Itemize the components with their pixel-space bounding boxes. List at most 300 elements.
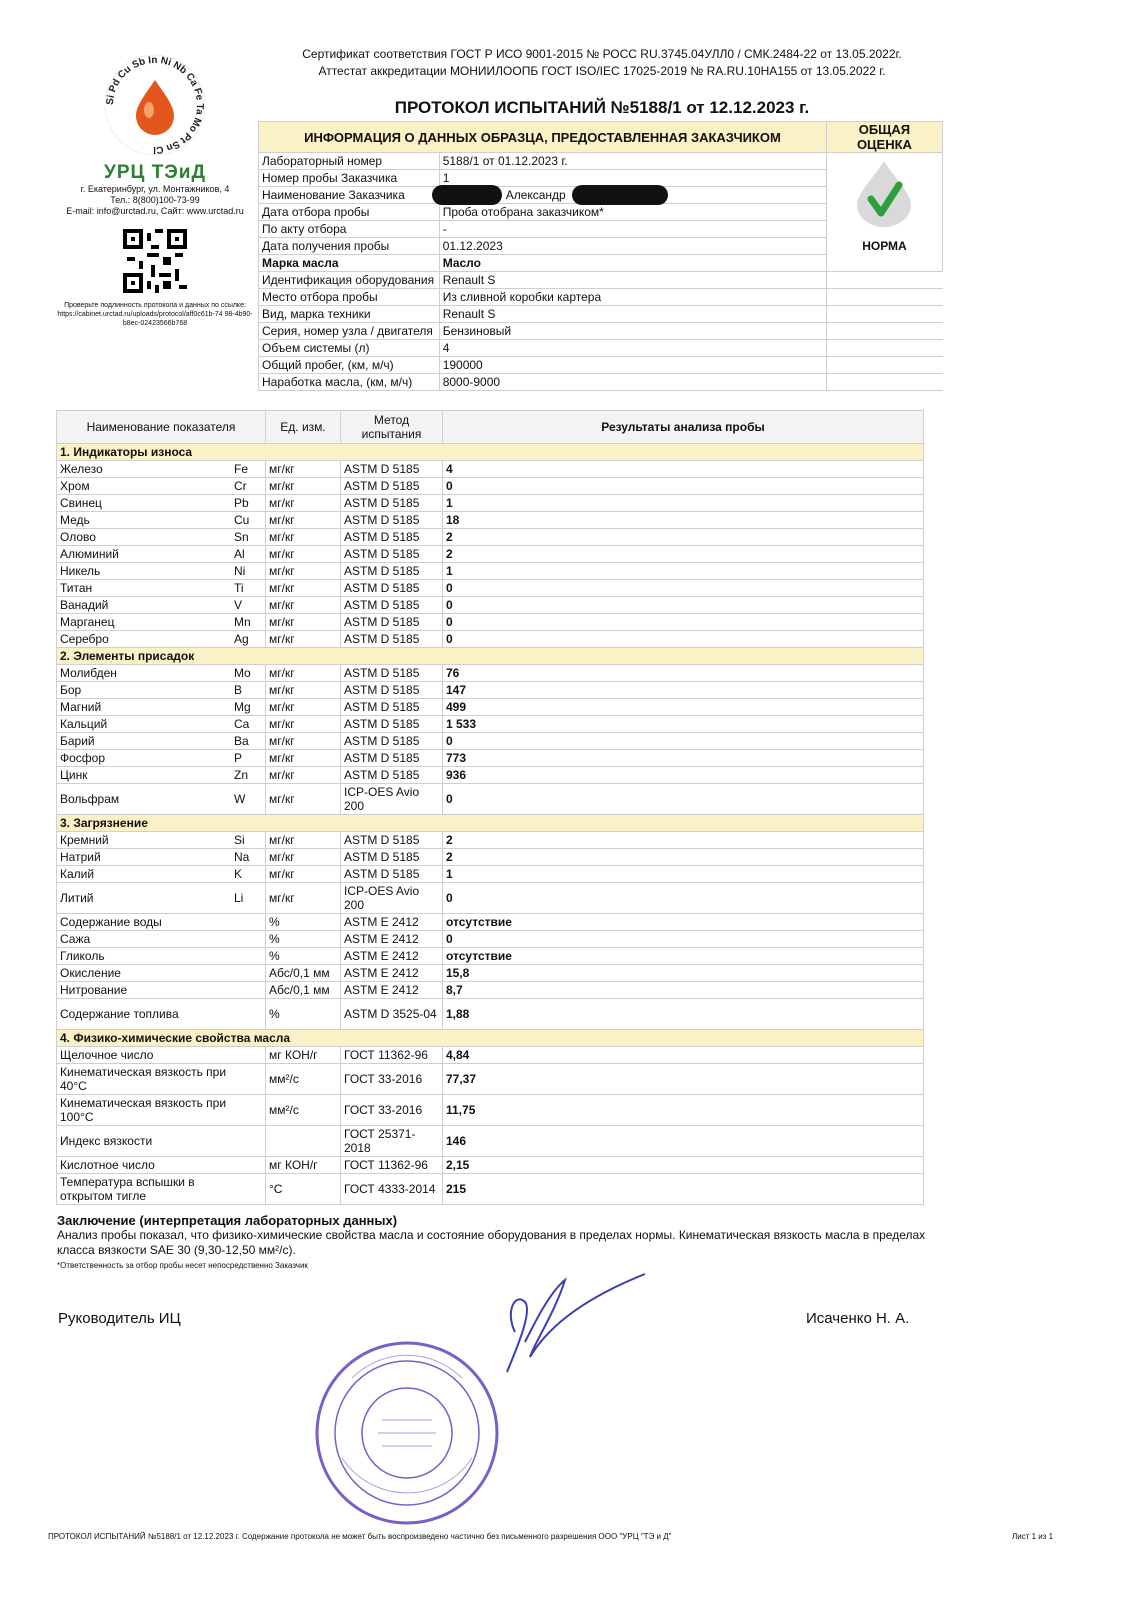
- result-row: [57, 546, 924, 563]
- empty-cell: [826, 289, 942, 306]
- param-symbol: V: [231, 597, 266, 614]
- result-row: [57, 1157, 924, 1174]
- param-name: Калий: [57, 866, 232, 883]
- param-method: ASTM E 2412: [341, 982, 443, 999]
- info-label: Дата получения пробы: [259, 238, 440, 255]
- info-label: Номер пробы Заказчика: [259, 170, 440, 187]
- param-value: 11,75: [443, 1095, 924, 1126]
- result-row: [57, 461, 924, 478]
- param-method: ASTM D 5185: [341, 495, 443, 512]
- param-symbol: Al: [231, 546, 266, 563]
- param-symbol: Cr: [231, 478, 266, 495]
- info-value: 01.12.2023: [439, 238, 826, 255]
- param-method: ASTM D 5185: [341, 529, 443, 546]
- info-value: -: [439, 221, 826, 238]
- redaction-bar: [572, 185, 668, 205]
- info-row: [259, 340, 943, 357]
- grade-header: ОБЩАЯ ОЦЕНКА: [826, 122, 942, 153]
- empty-cell: [826, 374, 942, 391]
- param-value: 76: [443, 665, 924, 682]
- param-unit: мг/кг: [266, 597, 341, 614]
- result-row: [57, 512, 924, 529]
- param-method: ASTM D 5185: [341, 512, 443, 529]
- param-unit: мг/кг: [266, 849, 341, 866]
- info-row: [259, 306, 943, 323]
- result-row: [57, 597, 924, 614]
- info-label: Место отбора пробы: [259, 289, 440, 306]
- result-row: [57, 914, 924, 931]
- cert-line-1: Сертификат соответствия ГОСТ Р ИСО 9001-2015 № РОСС RU.3745.04УЛЛ0 / СМК.2484-22 от 13.05.2022г.: [302, 47, 902, 61]
- param-unit: мг/кг: [266, 665, 341, 682]
- param-unit: °С: [266, 1174, 341, 1205]
- param-name: Вольфрам: [57, 784, 232, 815]
- param-unit: мг/кг: [266, 563, 341, 580]
- lab-logo-block: [55, 50, 255, 328]
- param-unit: %: [266, 999, 341, 1030]
- signer-role: Руководитель ИЦ: [58, 1310, 181, 1327]
- info-label: Дата отбора пробы: [259, 204, 440, 221]
- param-symbol: Sn: [231, 529, 266, 546]
- param-name: Фосфор: [57, 750, 232, 767]
- result-row: [57, 784, 924, 815]
- param-symbol: Na: [231, 849, 266, 866]
- param-symbol: Mo: [231, 665, 266, 682]
- result-row: [57, 682, 924, 699]
- param-name: Кинематическая вязкость при 100°С: [57, 1095, 232, 1126]
- param-value: 2: [443, 832, 924, 849]
- param-value: 18: [443, 512, 924, 529]
- param-symbol: W: [231, 784, 266, 815]
- param-symbol: [231, 1157, 266, 1174]
- param-name: Свинец: [57, 495, 232, 512]
- param-symbol: Mg: [231, 699, 266, 716]
- param-symbol: Mn: [231, 614, 266, 631]
- param-value: 936: [443, 767, 924, 784]
- info-row: [259, 357, 943, 374]
- info-value: Александр: [439, 187, 826, 204]
- info-value: 4: [439, 340, 826, 357]
- param-unit: мг/кг: [266, 699, 341, 716]
- param-unit: мг/кг: [266, 767, 341, 784]
- param-symbol: Li: [231, 883, 266, 914]
- verify-text: Проверьте подлинность протокола и данных по ссылке:: [64, 302, 246, 309]
- param-name: Кальций: [57, 716, 232, 733]
- param-symbol: P: [231, 750, 266, 767]
- param-symbol: [231, 948, 266, 965]
- param-value: 15,8: [443, 965, 924, 982]
- param-name: Барий: [57, 733, 232, 750]
- info-label: Общий пробег, (км, м/ч): [259, 357, 440, 374]
- param-name: Ванадий: [57, 597, 232, 614]
- result-row: [57, 580, 924, 597]
- param-name: Серебро: [57, 631, 232, 648]
- param-name: Окисление: [57, 965, 232, 982]
- param-unit: мг/кг: [266, 631, 341, 648]
- param-method: ASTM D 5185: [341, 750, 443, 767]
- section-row: [57, 815, 924, 832]
- param-unit: мг/кг: [266, 716, 341, 733]
- certificate-lines: [262, 46, 942, 80]
- param-unit: мг/кг: [266, 733, 341, 750]
- info-label: Серия, номер узла / двигателя: [259, 323, 440, 340]
- param-value: 4,84: [443, 1047, 924, 1064]
- param-unit: мг/кг: [266, 478, 341, 495]
- result-row: [57, 1126, 924, 1157]
- conclusion-note: *Ответственность за отбор пробы несет непосредственно Заказчик: [57, 1261, 308, 1270]
- param-value: 146: [443, 1126, 924, 1157]
- param-value: 2: [443, 849, 924, 866]
- signer-name: Исаченко Н. А.: [806, 1310, 910, 1327]
- param-name: Индекс вязкости: [57, 1126, 232, 1157]
- param-name: Кислотное число: [57, 1157, 232, 1174]
- param-symbol: Ca: [231, 716, 266, 733]
- param-method: ASTM D 5185: [341, 682, 443, 699]
- result-row: [57, 832, 924, 849]
- param-method: ГОСТ 11362-96: [341, 1157, 443, 1174]
- page-number: Лист 1 из 1: [1012, 1532, 1054, 1541]
- param-value: 4: [443, 461, 924, 478]
- param-name: Сажа: [57, 931, 232, 948]
- param-method: ГОСТ 33-2016: [341, 1095, 443, 1126]
- info-value: Renault S: [439, 306, 826, 323]
- param-name: Титан: [57, 580, 232, 597]
- param-value: 215: [443, 1174, 924, 1205]
- result-row: [57, 495, 924, 512]
- param-name: Содержание воды: [57, 914, 232, 931]
- param-unit: %: [266, 931, 341, 948]
- param-method: ASTM E 2412: [341, 914, 443, 931]
- handwritten-signature: [495, 1272, 655, 1382]
- param-unit: мм²/с: [266, 1095, 341, 1126]
- param-value: 8,7: [443, 982, 924, 999]
- param-name: Нитрование: [57, 982, 232, 999]
- param-method: ASTM E 2412: [341, 931, 443, 948]
- section-row: [57, 1030, 924, 1047]
- param-unit: мм²/с: [266, 1064, 341, 1095]
- param-value: 0: [443, 631, 924, 648]
- info-label: Наименование Заказчика: [259, 187, 440, 204]
- param-name: Литий: [57, 883, 232, 914]
- param-name: Магний: [57, 699, 232, 716]
- lab-name: УРЦ ТЭиД: [104, 162, 206, 183]
- result-row: [57, 478, 924, 495]
- param-value: 147: [443, 682, 924, 699]
- param-method: ГОСТ 11362-96: [341, 1047, 443, 1064]
- section-row: [57, 444, 924, 461]
- result-row: [57, 716, 924, 733]
- param-method: ASTM D 3525-04: [341, 999, 443, 1030]
- verify-url[interactable]: https://cabinet.urctad.ru/uploads/protocol/aff0c61b-74 98-4b90-b8ec-02423566b768: [57, 311, 253, 327]
- info-label: Объем системы (л): [259, 340, 440, 357]
- info-label: По акту отбора: [259, 221, 440, 238]
- param-unit: %: [266, 914, 341, 931]
- info-label: Лабораторный номер: [259, 153, 440, 170]
- section-title: 3. Загрязнение: [57, 815, 924, 832]
- param-symbol: [231, 1064, 266, 1095]
- param-name: Гликоль: [57, 948, 232, 965]
- param-name: Щелочное число: [57, 1047, 232, 1064]
- info-label: Вид, марка техники: [259, 306, 440, 323]
- logo-letters: Si Pd Cu Sb In Ni Nb Ca Fe Ta Mo Pt Sn Cl: [104, 54, 206, 156]
- info-label: Марка масла: [259, 255, 440, 272]
- info-row: [259, 323, 943, 340]
- info-row: [259, 374, 943, 391]
- param-method: ASTM E 2412: [341, 965, 443, 982]
- result-row: [57, 965, 924, 982]
- param-name: Кремний: [57, 832, 232, 849]
- param-unit: мг/кг: [266, 750, 341, 767]
- param-symbol: K: [231, 866, 266, 883]
- lab-address: г. Екатеринбург, ул. Монтажников, 4: [80, 184, 230, 194]
- param-unit: мг/кг: [266, 546, 341, 563]
- param-method: ASTM D 5185: [341, 716, 443, 733]
- param-value: 0: [443, 883, 924, 914]
- param-name: Бор: [57, 682, 232, 699]
- param-method: ASTM D 5185: [341, 546, 443, 563]
- param-unit: Абс/0,1 мм: [266, 965, 341, 982]
- param-symbol: B: [231, 682, 266, 699]
- param-value: 499: [443, 699, 924, 716]
- lab-phone: Тел.: 8(800)100-73-99: [110, 195, 200, 205]
- col-method-header: Метод испытания: [341, 411, 443, 444]
- conclusion-title: Заключение (интерпретация лабораторных данных): [57, 1213, 398, 1228]
- param-method: ASTM D 5185: [341, 631, 443, 648]
- info-value: 190000: [439, 357, 826, 374]
- param-symbol: Cu: [231, 512, 266, 529]
- grade-value: НОРМА: [862, 239, 907, 253]
- param-symbol: Ti: [231, 580, 266, 597]
- info-value: Проба отобрана заказчиком*: [439, 204, 826, 221]
- result-row: [57, 614, 924, 631]
- protocol-title: ПРОТОКОЛ ИСПЫТАНИЙ №5188/1 от 12.12.2023 г.: [394, 98, 810, 117]
- param-method: ASTM D 5185: [341, 597, 443, 614]
- result-row: [57, 1064, 924, 1095]
- result-row: [57, 948, 924, 965]
- param-name: Цинк: [57, 767, 232, 784]
- param-name: Никель: [57, 563, 232, 580]
- col-unit-header: Ед. изм.: [266, 411, 341, 444]
- lab-contacts: E-mail: info@urctad.ru, Сайт: www.urctad.ru: [66, 206, 244, 216]
- result-row: [57, 563, 924, 580]
- result-row: [57, 883, 924, 914]
- param-symbol: [231, 1126, 266, 1157]
- section-title: 1. Индикаторы износа: [57, 444, 924, 461]
- param-value: 0: [443, 733, 924, 750]
- param-unit: мг/кг: [266, 529, 341, 546]
- info-label: Идентификация оборудования: [259, 272, 440, 289]
- param-unit: мг/кг: [266, 461, 341, 478]
- param-unit: мг КОН/г: [266, 1157, 341, 1174]
- param-unit: Абс/0,1 мм: [266, 982, 341, 999]
- info-value: Масло: [439, 255, 826, 272]
- info-row: [259, 153, 943, 170]
- info-value: Бензиновый: [439, 323, 826, 340]
- param-method: ASTM D 5185: [341, 866, 443, 883]
- param-value: 1,88: [443, 999, 924, 1030]
- param-method: ASTM D 5185: [341, 699, 443, 716]
- info-value: 8000-9000: [439, 374, 826, 391]
- param-symbol: [231, 1095, 266, 1126]
- footer-text: ПРОТОКОЛ ИСПЫТАНИЙ №5188/1 от 12.12.2023 г. Содержание протокола не может быть воспроизведено частично без письменного разрешения ООО "УРЦ "ТЭ и Д": [48, 1532, 672, 1541]
- param-method: ASTM D 5185: [341, 832, 443, 849]
- param-name: Натрий: [57, 849, 232, 866]
- section-row: [57, 648, 924, 665]
- param-unit: %: [266, 948, 341, 965]
- result-row: [57, 982, 924, 999]
- param-value: 2,15: [443, 1157, 924, 1174]
- param-value: 1: [443, 866, 924, 883]
- col-name-header: Наименование показателя: [57, 411, 266, 444]
- param-method: ГОСТ 33-2016: [341, 1064, 443, 1095]
- param-unit: мг/кг: [266, 614, 341, 631]
- param-unit: мг/кг: [266, 580, 341, 597]
- cert-line-2: Аттестат аккредитации МОНИИЛООПБ ГОСТ ISO/IEC 17025-2019 № RA.RU.10НА155 от 13.05.2022 г.: [318, 64, 886, 78]
- param-symbol: Ni: [231, 563, 266, 580]
- empty-cell: [826, 340, 942, 357]
- param-symbol: [231, 1174, 266, 1205]
- result-row: [57, 1047, 924, 1064]
- param-method: ASTM D 5185: [341, 478, 443, 495]
- param-symbol: [231, 982, 266, 999]
- param-method: ASTM D 5185: [341, 767, 443, 784]
- param-value: 2: [443, 529, 924, 546]
- section-title: 2. Элементы присадок: [57, 648, 924, 665]
- param-name: Молибден: [57, 665, 232, 682]
- param-method: ASTM D 5185: [341, 614, 443, 631]
- param-method: ASTM E 2412: [341, 948, 443, 965]
- section-title: 4. Физико-химические свойства масла: [57, 1030, 924, 1047]
- result-row: [57, 866, 924, 883]
- param-name: Алюминий: [57, 546, 232, 563]
- param-unit: мг/кг: [266, 832, 341, 849]
- info-row: [259, 272, 943, 289]
- param-unit: мг/кг: [266, 866, 341, 883]
- lab-logo: [100, 50, 210, 160]
- result-row: [57, 665, 924, 682]
- param-method: ASTM D 5185: [341, 665, 443, 682]
- param-method: ASTM D 5185: [341, 733, 443, 750]
- param-method: ASTM D 5185: [341, 461, 443, 478]
- results-table: [56, 410, 924, 1205]
- param-symbol: Ag: [231, 631, 266, 648]
- param-method: ASTM D 5185: [341, 580, 443, 597]
- param-value: 0: [443, 478, 924, 495]
- param-name: Хром: [57, 478, 232, 495]
- param-method: ICP-OES Avio 200: [341, 883, 443, 914]
- param-symbol: [231, 1047, 266, 1064]
- param-unit: мг КОН/г: [266, 1047, 341, 1064]
- info-header: ИНФОРМАЦИЯ О ДАННЫХ ОБРАЗЦА, ПРЕДОСТАВЛЕННАЯ ЗАКАЗЧИКОМ: [259, 122, 827, 153]
- param-symbol: Pb: [231, 495, 266, 512]
- param-unit: мг/кг: [266, 883, 341, 914]
- param-value: 1: [443, 495, 924, 512]
- results-header-row: [57, 411, 924, 444]
- param-unit: мг/кг: [266, 495, 341, 512]
- param-symbol: Fe: [231, 461, 266, 478]
- param-value: 0: [443, 931, 924, 948]
- param-method: ГОСТ 25371-2018: [341, 1126, 443, 1157]
- sample-info-table: [258, 121, 943, 391]
- param-value: 0: [443, 597, 924, 614]
- param-method: ASTM D 5185: [341, 849, 443, 866]
- param-method: ICP-OES Avio 200: [341, 784, 443, 815]
- empty-cell: [826, 272, 942, 289]
- param-value: 77,37: [443, 1064, 924, 1095]
- param-symbol: [231, 965, 266, 982]
- param-symbol: Si: [231, 832, 266, 849]
- param-name: Температура вспышки в открытом тигле: [57, 1174, 232, 1205]
- param-method: ASTM D 5185: [341, 563, 443, 580]
- param-value: отсутствие: [443, 914, 924, 931]
- result-row: [57, 699, 924, 716]
- result-row: [57, 999, 924, 1030]
- param-name: Медь: [57, 512, 232, 529]
- col-result-header: Результаты анализа пробы: [443, 411, 924, 444]
- result-row: [57, 733, 924, 750]
- param-name: Кинематическая вязкость при 40°С: [57, 1064, 232, 1095]
- grade-cell: [826, 153, 942, 272]
- conclusion-text: Анализ пробы показал, что физико-химические свойства масла и состояние оборудования в пределах нормы. Кинематическая вязкость масла в пределах класса вязкости SAE 30 (9,30-12,50 мм²/с).: [57, 1228, 926, 1257]
- param-symbol: Ba: [231, 733, 266, 750]
- param-unit: мг/кг: [266, 682, 341, 699]
- param-unit: [266, 1126, 341, 1157]
- info-label: Наработка масла, (км, м/ч): [259, 374, 440, 391]
- result-row: [57, 931, 924, 948]
- param-name: Содержание топлива: [57, 999, 232, 1030]
- empty-cell: [826, 357, 942, 374]
- param-name: Марганец: [57, 614, 232, 631]
- param-value: 773: [443, 750, 924, 767]
- check-drop-icon: [853, 159, 915, 229]
- info-value: 5188/1 от 01.12.2023 г.: [439, 153, 826, 170]
- result-row: [57, 529, 924, 546]
- param-value: 0: [443, 614, 924, 631]
- param-symbol: Zn: [231, 767, 266, 784]
- param-value: 1 533: [443, 716, 924, 733]
- empty-cell: [826, 323, 942, 340]
- param-symbol: [231, 931, 266, 948]
- result-row: [57, 750, 924, 767]
- empty-cell: [826, 306, 942, 323]
- info-header-row: [259, 122, 943, 153]
- official-stamp: [312, 1338, 502, 1528]
- param-name: Олово: [57, 529, 232, 546]
- param-value: 1: [443, 563, 924, 580]
- param-name: Железо: [57, 461, 232, 478]
- info-value: Renault S: [439, 272, 826, 289]
- result-row: [57, 849, 924, 866]
- result-row: [57, 1095, 924, 1126]
- param-unit: мг/кг: [266, 512, 341, 529]
- qr-code-icon[interactable]: [123, 229, 187, 293]
- info-value: 1: [439, 170, 826, 187]
- param-symbol: [231, 999, 266, 1030]
- result-row: [57, 767, 924, 784]
- info-row: [259, 289, 943, 306]
- param-value: 0: [443, 580, 924, 597]
- result-row: [57, 1174, 924, 1205]
- param-symbol: [231, 914, 266, 931]
- redaction-bar: [432, 185, 502, 205]
- info-value: Из сливной коробки картера: [439, 289, 826, 306]
- result-row: [57, 631, 924, 648]
- param-unit: мг/кг: [266, 784, 341, 815]
- param-method: ГОСТ 4333-2014: [341, 1174, 443, 1205]
- conclusion-block: [57, 1213, 927, 1273]
- param-value: 0: [443, 784, 924, 815]
- param-value: 2: [443, 546, 924, 563]
- param-value: отсутствие: [443, 948, 924, 965]
